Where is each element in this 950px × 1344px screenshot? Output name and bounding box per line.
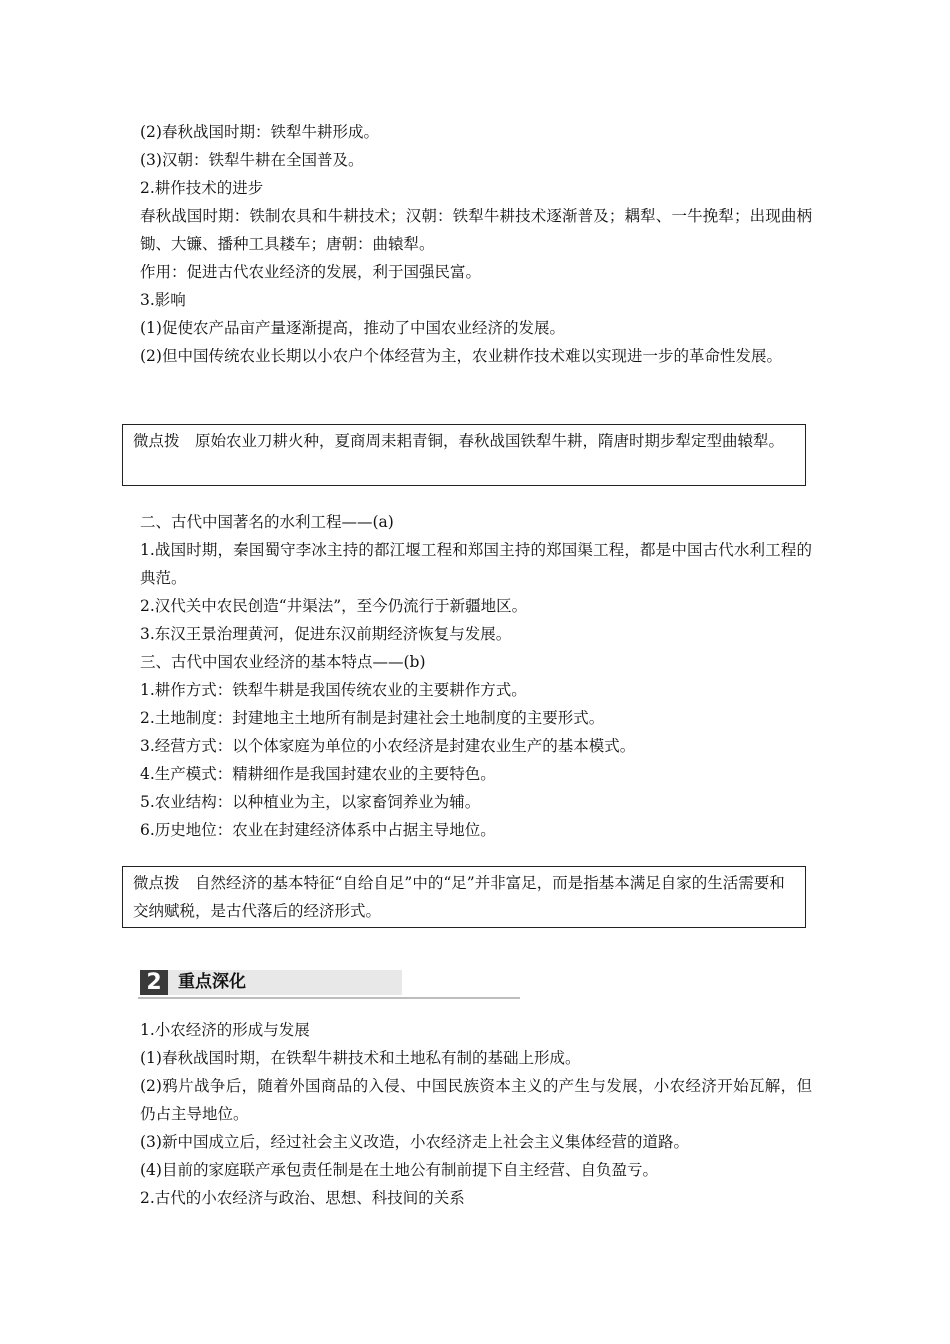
list-item: 4.生产模式：精耕细作是我国封建农业的主要特色。: [140, 765, 496, 783]
subheading: 1.小农经济的形成与发展: [140, 1021, 310, 1039]
text-line: (3)汉朝：铁犁牛耕在全国普及。: [140, 151, 364, 169]
list-item: 6.历史地位：农业在封建经济体系中占据主导地位。: [140, 821, 496, 839]
text-line: 3.东汉王景治理黄河，促进东汉前期经济恢复与发展。: [140, 625, 512, 643]
section-heading: 三、古代中国农业经济的基本特点——(b): [140, 653, 426, 671]
text-line: (4)目前的家庭联产承包责任制是在土地公有制前提下自主经营、自负盈亏。: [140, 1161, 658, 1179]
paragraph: 春秋战国时期：铁制农具和牛耕技术；汉朝：铁犁牛耕技术逐渐普及；耦犁、一牛挽犁；出现曲柄锄、大镰、播种工具耧车；唐朝：曲辕犁。: [140, 207, 812, 253]
tip-box: [122, 424, 806, 486]
subheading: 3.影响: [140, 291, 186, 309]
section-header: [138, 969, 520, 999]
subheading: 2.古代的小农经济与政治、思想、科技间的关系: [140, 1189, 465, 1207]
subheading: 2.耕作技术的进步: [140, 179, 264, 197]
text-line: (1)促使农产品亩产量逐渐提高，推动了中国农业经济的发展。: [140, 319, 565, 337]
section-heading: 二、古代中国著名的水利工程——(a): [140, 513, 394, 531]
tip-text: 微点拨 自然经济的基本特征“自给自足”中的“足”并非富足，而是指基本满足自家的生活需要和交纳赋税，是古代落后的经济形式。: [133, 874, 785, 920]
text-line: (3)新中国成立后，经过社会主义改造，小农经济走上社会主义集体经营的道路。: [140, 1133, 689, 1151]
paragraph: 1.战国时期，秦国蜀守李冰主持的都江堰工程和郑国主持的郑国渠工程，都是中国古代水利工程的典范。: [140, 541, 812, 587]
tip-text: 微点拨 原始农业刀耕火种，夏商周耒耜青铜，春秋战国铁犁牛耕，隋唐时期步犁定型曲辕犁。: [133, 432, 785, 450]
text-line: 2.汉代关中农民创造“井渠法”，至今仍流行于新疆地区。: [140, 597, 528, 615]
paragraph: (2)但中国传统农业长期以小农户个体经营为主，农业耕作技术难以实现进一步的革命性发展。: [140, 347, 782, 365]
list-item: 5.农业结构：以种植业为主，以家畜饲养业为辅。: [140, 793, 481, 811]
list-item: 1.耕作方式：铁犁牛耕是我国传统农业的主要耕作方式。: [140, 681, 527, 699]
text-line: (1)春秋战国时期，在铁犁牛耕技术和土地私有制的基础上形成。: [140, 1049, 581, 1067]
text-line: (2)春秋战国时期：铁犁牛耕形成。: [140, 123, 379, 141]
tip-box: [122, 866, 806, 928]
list-item: 3.经营方式：以个体家庭为单位的小农经济是封建农业生产的基本模式。: [140, 737, 636, 755]
section-title: 重点深化: [168, 970, 402, 995]
section-number: 2: [140, 970, 168, 995]
text-line: 作用：促进古代农业经济的发展，利于国强民富。: [140, 263, 482, 281]
paragraph: (2)鸦片战争后，随着外国商品的入侵、中国民族资本主义的产生与发展，小农经济开始瓦解，但仍占主导地位。: [140, 1077, 812, 1123]
list-item: 2.土地制度：封建地主土地所有制是封建社会土地制度的主要形式。: [140, 709, 605, 727]
